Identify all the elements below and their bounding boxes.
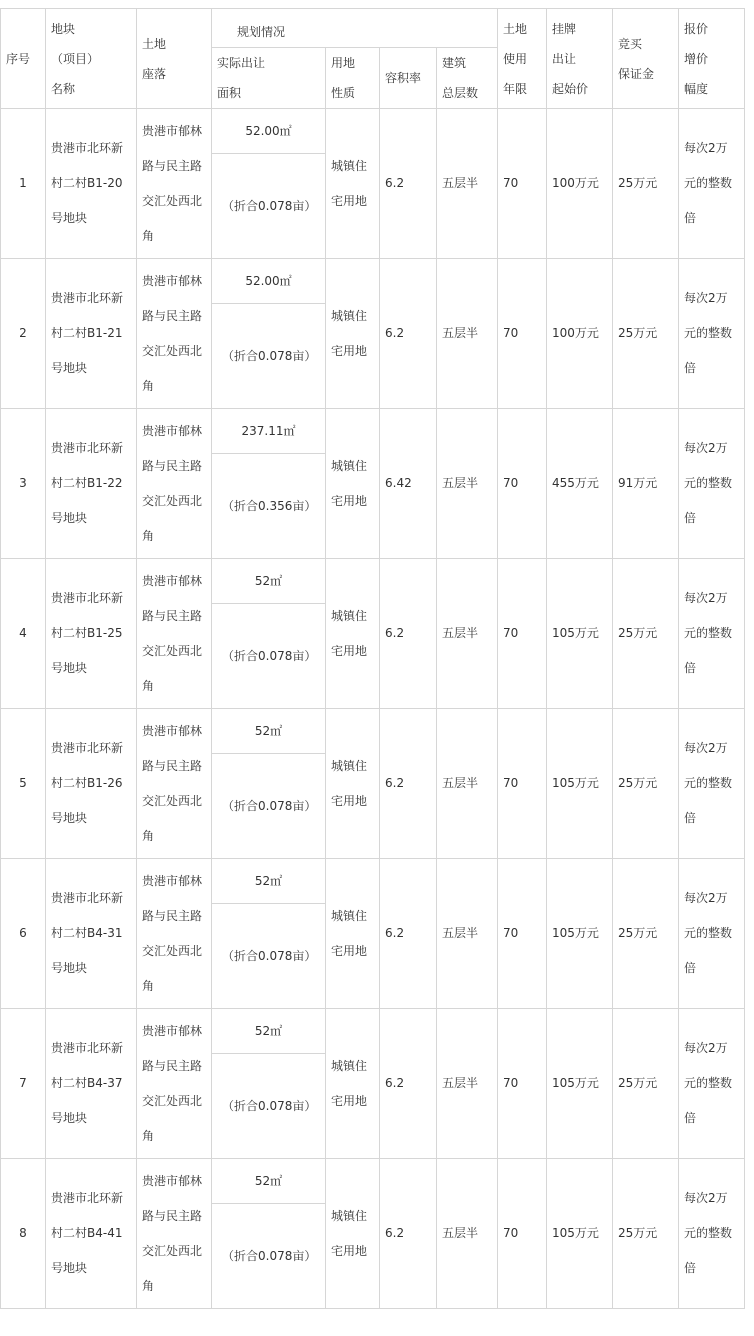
land-term-cell: 70 <box>498 559 547 709</box>
location-cell: 贵港市郁林路与民主路交汇处西北角 <box>137 409 212 559</box>
table-row <box>1 859 745 904</box>
increment-cell: 每次2万元的整数倍 <box>679 709 745 859</box>
usage-cell: 城镇住宅用地 <box>326 859 380 1009</box>
far-cell: 6.2 <box>380 1159 437 1309</box>
far-cell: 6.2 <box>380 259 437 409</box>
seq-cell: 7 <box>1 1009 46 1159</box>
area-mu-cell: （折合0.078亩） <box>212 154 326 259</box>
area-mu-cell: （折合0.078亩） <box>212 1054 326 1159</box>
increment-cell: 每次2万元的整数倍 <box>679 109 745 259</box>
header-row <box>1 9 745 48</box>
area-cell: 52㎡ <box>212 559 326 604</box>
area-cell: 52㎡ <box>212 1159 326 1204</box>
location-cell: 贵港市郁林路与民主路交汇处西北角 <box>137 859 212 1009</box>
increment-cell: 每次2万元的整数倍 <box>679 559 745 709</box>
land-term-cell: 70 <box>498 1009 547 1159</box>
land-term-cell: 70 <box>498 109 547 259</box>
plot-name-cell: 贵港市北环新村二村B1-25号地块 <box>46 559 137 709</box>
start-price-cell: 105万元 <box>547 859 613 1009</box>
table-row <box>1 559 745 604</box>
header-land-term: 土地 使用 年限 <box>498 9 547 109</box>
land-term-cell: 70 <box>498 409 547 559</box>
area-cell: 52㎡ <box>212 859 326 904</box>
usage-cell: 城镇住宅用地 <box>326 409 380 559</box>
usage-cell: 城镇住宅用地 <box>326 259 380 409</box>
table-row <box>1 1009 745 1054</box>
table-row <box>1 709 745 754</box>
floors-cell: 五层半 <box>437 1159 498 1309</box>
table-row <box>1 1159 745 1204</box>
header-far: 容积率 <box>380 48 437 109</box>
table-row <box>1 409 745 454</box>
deposit-cell: 25万元 <box>613 1159 679 1309</box>
increment-cell: 每次2万元的整数倍 <box>679 1159 745 1309</box>
deposit-cell: 25万元 <box>613 109 679 259</box>
floors-cell: 五层半 <box>437 859 498 1009</box>
location-cell: 贵港市郁林路与民主路交汇处西北角 <box>137 559 212 709</box>
increment-cell: 每次2万元的整数倍 <box>679 1009 745 1159</box>
floors-cell: 五层半 <box>437 109 498 259</box>
area-mu-cell: （折合0.078亩） <box>212 754 326 859</box>
plot-name-cell: 贵港市北环新村二村B4-41号地块 <box>46 1159 137 1309</box>
area-cell: 52.00㎡ <box>212 259 326 304</box>
seq-cell: 4 <box>1 559 46 709</box>
land-term-cell: 70 <box>498 259 547 409</box>
deposit-cell: 91万元 <box>613 409 679 559</box>
header-plot-name: 地块 （项目） 名称 <box>46 9 137 109</box>
floors-cell: 五层半 <box>437 559 498 709</box>
area-cell: 52㎡ <box>212 1009 326 1054</box>
usage-cell: 城镇住宅用地 <box>326 1159 380 1309</box>
far-cell: 6.2 <box>380 559 437 709</box>
land-term-cell: 70 <box>498 1159 547 1309</box>
start-price-cell: 105万元 <box>547 1009 613 1159</box>
deposit-cell: 25万元 <box>613 1009 679 1159</box>
far-cell: 6.42 <box>380 409 437 559</box>
location-cell: 贵港市郁林路与民主路交汇处西北角 <box>137 1159 212 1309</box>
far-cell: 6.2 <box>380 109 437 259</box>
floors-cell: 五层半 <box>437 409 498 559</box>
deposit-cell: 25万元 <box>613 709 679 859</box>
land-listing-table <box>0 8 745 1309</box>
land-term-cell: 70 <box>498 859 547 1009</box>
deposit-cell: 25万元 <box>613 559 679 709</box>
seq-cell: 5 <box>1 709 46 859</box>
header-deposit: 竞买 保证金 <box>613 9 679 109</box>
header-floors: 建筑 总层数 <box>437 48 498 109</box>
area-cell: 237.11㎡ <box>212 409 326 454</box>
start-price-cell: 105万元 <box>547 709 613 859</box>
seq-cell: 3 <box>1 409 46 559</box>
plot-name-cell: 贵港市北环新村二村B1-22号地块 <box>46 409 137 559</box>
far-cell: 6.2 <box>380 1009 437 1159</box>
header-area: 实际出让 面积 <box>212 48 326 109</box>
seq-cell: 6 <box>1 859 46 1009</box>
start-price-cell: 100万元 <box>547 109 613 259</box>
header-usage: 用地 性质 <box>326 48 380 109</box>
far-cell: 6.2 <box>380 859 437 1009</box>
plot-name-cell: 贵港市北环新村二村B1-26号地块 <box>46 709 137 859</box>
land-term-cell: 70 <box>498 709 547 859</box>
area-mu-cell: （折合0.078亩） <box>212 1204 326 1309</box>
seq-cell: 8 <box>1 1159 46 1309</box>
plot-name-cell: 贵港市北环新村二村B1-21号地块 <box>46 259 137 409</box>
far-cell: 6.2 <box>380 709 437 859</box>
area-cell: 52.00㎡ <box>212 109 326 154</box>
start-price-cell: 105万元 <box>547 1159 613 1309</box>
area-mu-cell: （折合0.078亩） <box>212 304 326 409</box>
seq-cell: 1 <box>1 109 46 259</box>
area-mu-cell: （折合0.078亩） <box>212 604 326 709</box>
area-mu-cell: （折合0.356亩） <box>212 454 326 559</box>
header-location: 土地 座落 <box>137 9 212 109</box>
area-cell: 52㎡ <box>212 709 326 754</box>
location-cell: 贵港市郁林路与民主路交汇处西北角 <box>137 259 212 409</box>
header-planning: 规划情况 <box>212 9 498 48</box>
location-cell: 贵港市郁林路与民主路交汇处西北角 <box>137 109 212 259</box>
usage-cell: 城镇住宅用地 <box>326 559 380 709</box>
location-cell: 贵港市郁林路与民主路交汇处西北角 <box>137 709 212 859</box>
usage-cell: 城镇住宅用地 <box>326 709 380 859</box>
deposit-cell: 25万元 <box>613 859 679 1009</box>
header-start-price: 挂牌 出让 起始价 <box>547 9 613 109</box>
header-seq: 序号 <box>1 9 46 109</box>
increment-cell: 每次2万元的整数倍 <box>679 859 745 1009</box>
plot-name-cell: 贵港市北环新村二村B4-31号地块 <box>46 859 137 1009</box>
start-price-cell: 100万元 <box>547 259 613 409</box>
plot-name-cell: 贵港市北环新村二村B1-20号地块 <box>46 109 137 259</box>
location-cell: 贵港市郁林路与民主路交汇处西北角 <box>137 1009 212 1159</box>
usage-cell: 城镇住宅用地 <box>326 1009 380 1159</box>
increment-cell: 每次2万元的整数倍 <box>679 259 745 409</box>
table-row <box>1 259 745 304</box>
seq-cell: 2 <box>1 259 46 409</box>
area-mu-cell: （折合0.078亩） <box>212 904 326 1009</box>
floors-cell: 五层半 <box>437 1009 498 1159</box>
table-row <box>1 109 745 154</box>
floors-cell: 五层半 <box>437 709 498 859</box>
start-price-cell: 105万元 <box>547 559 613 709</box>
deposit-cell: 25万元 <box>613 259 679 409</box>
increment-cell: 每次2万元的整数倍 <box>679 409 745 559</box>
header-increment: 报价 增价 幅度 <box>679 9 745 109</box>
floors-cell: 五层半 <box>437 259 498 409</box>
usage-cell: 城镇住宅用地 <box>326 109 380 259</box>
plot-name-cell: 贵港市北环新村二村B4-37号地块 <box>46 1009 137 1159</box>
start-price-cell: 455万元 <box>547 409 613 559</box>
